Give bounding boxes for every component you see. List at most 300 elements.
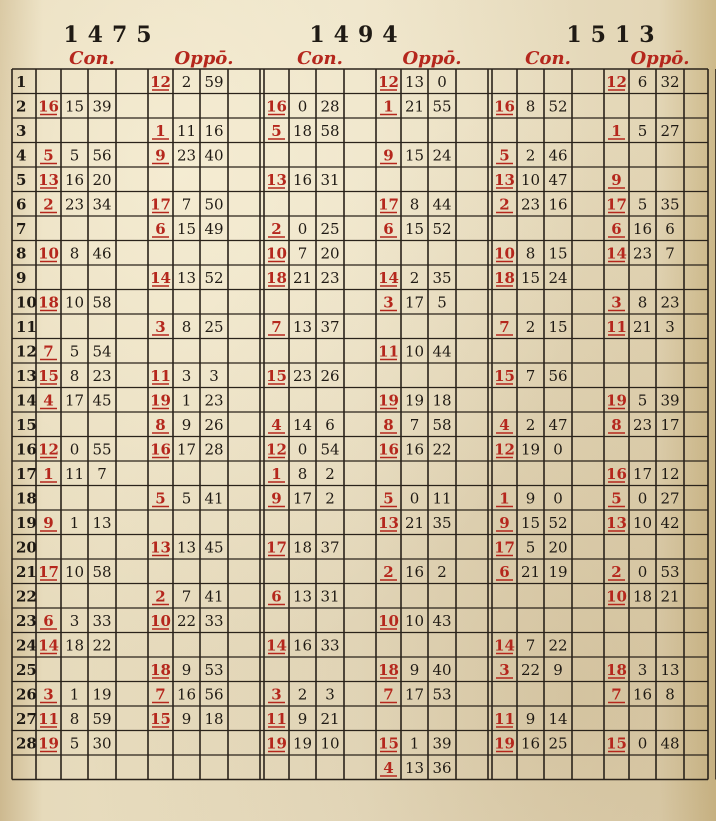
minute-value: 58 — [432, 416, 452, 434]
golden-number: 17 — [38, 563, 59, 581]
day-number: 11 — [16, 318, 37, 336]
year-heading: 1494 — [309, 22, 407, 48]
golden-number: 2 — [499, 195, 510, 214]
minute-value: 20 — [92, 171, 112, 189]
year-heading: 1513 — [566, 22, 664, 48]
hour-value: 16 — [404, 440, 425, 459]
day-number: 27 — [16, 710, 37, 728]
golden-number: 15 — [150, 710, 171, 728]
minute-value: 2 — [325, 465, 335, 483]
golden-number: 18 — [606, 661, 627, 679]
hour-value: 17 — [404, 685, 425, 704]
golden-number: 15 — [494, 367, 515, 385]
minute-value: 47 — [548, 416, 568, 434]
hour-value: 15 — [404, 146, 425, 165]
golden-number: 3 — [611, 293, 622, 312]
golden-number: 19 — [266, 734, 287, 753]
golden-number: 17 — [266, 538, 287, 557]
golden-number: 5 — [155, 489, 166, 508]
golden-number: 1 — [271, 465, 282, 483]
golden-number: 13 — [38, 171, 59, 189]
minute-value: 7 — [665, 244, 675, 263]
hour-value: 0 — [637, 489, 648, 508]
year-heading: 1475 — [63, 22, 161, 48]
day-number: 12 — [16, 342, 37, 361]
golden-number: 13 — [266, 171, 287, 189]
minute-value: 59 — [204, 73, 224, 91]
minute-value: 39 — [660, 391, 680, 410]
hour-value: 3 — [181, 367, 192, 385]
golden-number: 15 — [38, 367, 59, 385]
hour-value: 23 — [632, 244, 653, 263]
golden-number: 8 — [383, 416, 394, 434]
minute-value: 42 — [660, 514, 680, 532]
hour-value: 2 — [409, 269, 420, 287]
golden-number: 11 — [38, 710, 59, 728]
minute-value: 40 — [204, 146, 224, 165]
minute-value: 55 — [92, 440, 112, 459]
golden-number: 8 — [611, 416, 622, 434]
hour-value: 5 — [69, 146, 80, 165]
day-number: 20 — [16, 538, 37, 557]
minute-value: 26 — [320, 367, 340, 385]
day-number: 22 — [16, 587, 37, 606]
hour-value: 21 — [632, 318, 653, 336]
hour-value: 5 — [637, 391, 648, 410]
minute-value: 33 — [204, 612, 224, 630]
minute-value: 54 — [320, 440, 340, 459]
conjunction-label: Con. — [69, 48, 115, 69]
golden-number: 19 — [494, 734, 515, 753]
minute-value: 23 — [92, 367, 112, 385]
golden-number: 6 — [271, 587, 282, 606]
hour-value: 1 — [181, 391, 192, 410]
golden-number: 7 — [155, 685, 166, 704]
minute-value: 18 — [204, 710, 224, 728]
minute-value: 25 — [320, 220, 340, 238]
hour-value: 0 — [297, 97, 308, 116]
golden-number: 8 — [155, 416, 166, 434]
minute-value: 23 — [320, 269, 340, 287]
hour-value: 9 — [297, 710, 308, 728]
golden-number: 6 — [155, 220, 166, 238]
minute-value: 55 — [432, 97, 452, 116]
hour-value: 17 — [404, 293, 425, 312]
minute-value: 16 — [204, 122, 224, 140]
minute-value: 31 — [320, 587, 340, 606]
hour-value: 13 — [292, 587, 313, 606]
hour-value: 19 — [404, 391, 425, 410]
minute-value: 37 — [320, 538, 340, 557]
hour-value: 16 — [632, 685, 653, 704]
minute-value: 24 — [432, 146, 452, 165]
golden-number: 4 — [499, 416, 510, 434]
golden-number: 9 — [383, 146, 394, 165]
hour-value: 21 — [404, 97, 425, 116]
hour-value: 16 — [292, 636, 313, 655]
minute-value: 50 — [204, 195, 224, 214]
hour-value: 23 — [176, 146, 197, 165]
hour-value: 7 — [409, 416, 420, 434]
golden-number: 9 — [43, 514, 54, 532]
hour-value: 9 — [181, 416, 192, 434]
golden-number: 12 — [266, 440, 287, 459]
hour-value: 18 — [292, 538, 313, 557]
hour-value: 16 — [520, 734, 541, 753]
minute-value: 37 — [320, 318, 340, 336]
golden-number: 19 — [38, 734, 59, 753]
hour-value: 5 — [181, 489, 192, 508]
conjunction-label: Con. — [297, 48, 343, 69]
golden-number: 4 — [383, 759, 394, 777]
day-number: 8 — [16, 244, 27, 263]
hour-value: 1 — [69, 514, 80, 532]
day-number: 7 — [16, 220, 27, 238]
minute-value: 41 — [204, 489, 224, 508]
minute-value: 6 — [665, 220, 675, 238]
golden-number: 13 — [494, 171, 515, 189]
golden-number: 14 — [606, 244, 627, 263]
minute-value: 45 — [204, 538, 224, 557]
golden-number: 5 — [611, 489, 622, 508]
golden-number: 2 — [271, 220, 282, 238]
hour-value: 23 — [292, 367, 313, 385]
golden-number: 7 — [271, 318, 282, 336]
hour-value: 9 — [525, 489, 536, 508]
minute-value: 53 — [204, 661, 224, 679]
hour-value: 8 — [637, 293, 648, 312]
golden-number: 2 — [43, 195, 54, 214]
golden-number: 15 — [266, 367, 287, 385]
minute-value: 19 — [92, 685, 112, 704]
hour-value: 21 — [404, 514, 425, 532]
minute-value: 2 — [437, 563, 447, 581]
minute-value: 52 — [548, 514, 568, 532]
golden-number: 1 — [43, 465, 54, 483]
hour-value: 13 — [404, 759, 425, 777]
hour-value: 21 — [292, 269, 313, 287]
minute-value: 28 — [204, 440, 224, 459]
golden-number: 16 — [378, 440, 399, 459]
hour-value: 8 — [525, 97, 536, 116]
minute-value: 2 — [325, 489, 335, 508]
minute-value: 3 — [665, 318, 675, 336]
hour-value: 10 — [64, 563, 85, 581]
golden-number: 16 — [494, 97, 515, 116]
minute-value: 43 — [432, 612, 452, 630]
minute-value: 52 — [204, 269, 224, 287]
golden-number: 14 — [266, 636, 287, 655]
minute-value: 23 — [204, 391, 224, 410]
minute-value: 58 — [92, 293, 112, 312]
golden-number: 1 — [155, 122, 166, 140]
hour-value: 7 — [525, 367, 536, 385]
hour-value: 13 — [404, 73, 425, 91]
minute-value: 36 — [432, 759, 452, 777]
hour-value: 13 — [176, 269, 197, 287]
golden-number: 1 — [611, 122, 622, 140]
golden-number: 7 — [499, 318, 510, 336]
golden-number: 17 — [150, 195, 171, 214]
opposition-label: Oppō. — [630, 48, 690, 69]
golden-number: 16 — [38, 97, 59, 116]
minute-value: 0 — [553, 440, 563, 459]
hour-value: 23 — [632, 416, 653, 434]
golden-number: 10 — [494, 244, 515, 263]
hour-value: 5 — [69, 734, 80, 753]
hour-value: 15 — [520, 269, 541, 287]
hour-value: 2 — [525, 146, 536, 165]
minute-value: 12 — [660, 465, 680, 483]
hour-value: 15 — [176, 220, 197, 238]
hour-value: 7 — [181, 195, 192, 214]
minute-value: 59 — [92, 710, 112, 728]
hour-value: 10 — [404, 342, 425, 361]
day-number: 6 — [16, 195, 27, 214]
minute-value: 22 — [548, 636, 568, 655]
minute-value: 6 — [325, 416, 335, 434]
golden-number: 11 — [606, 318, 627, 336]
golden-number: 4 — [43, 391, 54, 410]
golden-number: 7 — [611, 685, 622, 704]
golden-number: 15 — [606, 734, 627, 753]
minute-value: 27 — [660, 489, 680, 508]
day-number: 18 — [16, 489, 37, 508]
golden-number: 14 — [38, 636, 59, 655]
golden-number: 15 — [378, 734, 399, 753]
day-number: 10 — [16, 293, 37, 312]
hour-value: 16 — [632, 220, 653, 238]
minute-value: 39 — [432, 734, 452, 753]
hour-value: 11 — [64, 465, 85, 483]
minute-value: 5 — [437, 293, 447, 312]
golden-number: 6 — [611, 220, 622, 238]
golden-number: 5 — [271, 122, 282, 140]
hour-value: 8 — [69, 367, 80, 385]
minute-value: 56 — [204, 685, 224, 704]
minute-value: 11 — [432, 489, 452, 508]
hour-value: 22 — [176, 612, 197, 630]
hour-value: 1 — [409, 734, 420, 753]
golden-number: 12 — [38, 440, 59, 459]
minute-value: 20 — [548, 538, 568, 557]
golden-number: 4 — [271, 416, 282, 434]
hour-value: 6 — [637, 73, 648, 91]
minute-value: 25 — [548, 734, 568, 753]
hour-value: 0 — [297, 220, 308, 238]
hour-value: 18 — [292, 122, 313, 140]
hour-value: 16 — [176, 685, 197, 704]
minute-value: 24 — [548, 269, 568, 287]
golden-number: 18 — [150, 661, 171, 679]
hour-value: 1 — [69, 685, 80, 704]
minute-value: 0 — [437, 73, 447, 91]
golden-number: 14 — [378, 269, 399, 287]
minute-value: 35 — [660, 195, 680, 214]
golden-number: 18 — [494, 269, 515, 287]
minute-value: 33 — [92, 612, 112, 630]
golden-number: 17 — [606, 195, 627, 214]
golden-number: 6 — [499, 563, 510, 581]
hour-value: 9 — [409, 661, 420, 679]
hour-value: 18 — [632, 587, 653, 606]
hour-value: 0 — [409, 489, 420, 508]
minute-value: 19 — [548, 563, 568, 581]
minute-value: 18 — [432, 391, 452, 410]
golden-number: 18 — [378, 661, 399, 679]
hour-value: 19 — [520, 440, 541, 459]
minute-value: 15 — [548, 244, 568, 263]
conjunction-label: Con. — [525, 48, 571, 69]
golden-number: 12 — [494, 440, 515, 459]
minute-value: 39 — [92, 97, 112, 116]
minute-value: 35 — [432, 514, 452, 532]
hour-value: 16 — [64, 171, 85, 189]
minute-value: 32 — [660, 73, 680, 91]
minute-value: 56 — [548, 367, 568, 385]
minute-value: 26 — [204, 416, 224, 434]
opposition-label: Oppō. — [402, 48, 462, 69]
minute-value: 40 — [432, 661, 452, 679]
hour-value: 17 — [292, 489, 313, 508]
hour-value: 9 — [181, 661, 192, 679]
day-number: 4 — [16, 146, 27, 165]
golden-number: 9 — [271, 489, 282, 508]
golden-number: 19 — [606, 391, 627, 410]
hour-value: 0 — [637, 734, 648, 753]
minute-value: 31 — [320, 171, 340, 189]
hour-value: 5 — [637, 122, 648, 140]
minute-value: 22 — [92, 636, 112, 655]
day-number: 26 — [16, 685, 37, 704]
minute-value: 20 — [320, 244, 340, 263]
day-number: 9 — [16, 269, 27, 287]
minute-value: 44 — [432, 342, 452, 361]
golden-number: 9 — [611, 171, 622, 189]
minute-value: 53 — [660, 563, 680, 581]
day-number: 15 — [16, 416, 37, 434]
hour-value: 5 — [69, 342, 80, 361]
hour-value: 8 — [297, 465, 308, 483]
minute-value: 52 — [432, 220, 452, 238]
minute-value: 56 — [92, 146, 112, 165]
hour-value: 9 — [181, 710, 192, 728]
day-number: 13 — [16, 367, 37, 385]
hour-value: 10 — [632, 514, 653, 532]
golden-number: 18 — [38, 293, 59, 312]
minute-value: 27 — [660, 122, 680, 140]
day-number: 1 — [16, 73, 27, 91]
minute-value: 54 — [92, 342, 112, 361]
golden-number: 17 — [494, 538, 515, 557]
hour-value: 9 — [525, 710, 536, 728]
minute-value: 17 — [660, 416, 680, 434]
minute-value: 30 — [92, 734, 112, 753]
minute-value: 48 — [660, 734, 680, 753]
minute-value: 10 — [320, 734, 340, 753]
golden-number: 5 — [499, 146, 510, 165]
minute-value: 23 — [660, 293, 680, 312]
hour-value: 16 — [292, 171, 313, 189]
minute-value: 58 — [320, 122, 340, 140]
hour-value: 13 — [176, 538, 197, 557]
minute-value: 14 — [548, 710, 568, 728]
minute-value: 9 — [553, 661, 563, 679]
golden-number: 10 — [606, 587, 627, 606]
minute-value: 21 — [320, 710, 340, 728]
day-number: 5 — [16, 171, 27, 189]
golden-number: 3 — [271, 685, 282, 704]
hour-value: 22 — [520, 661, 541, 679]
minute-value: 44 — [432, 195, 452, 214]
golden-number: 10 — [38, 244, 59, 263]
minute-value: 8 — [665, 685, 675, 704]
day-number: 17 — [16, 465, 37, 483]
minute-value: 46 — [548, 146, 568, 165]
golden-number: 7 — [383, 685, 394, 704]
hour-value: 0 — [297, 440, 308, 459]
golden-number: 2 — [611, 563, 622, 581]
golden-number: 11 — [150, 367, 171, 385]
minute-value: 3 — [325, 685, 335, 704]
day-number: 3 — [16, 122, 27, 140]
hour-value: 2 — [525, 318, 536, 336]
minute-value: 58 — [92, 563, 112, 581]
golden-number: 5 — [383, 489, 394, 508]
hour-value: 7 — [525, 636, 536, 655]
golden-number: 2 — [383, 563, 394, 581]
golden-number: 2 — [155, 587, 166, 606]
hour-value: 15 — [64, 97, 85, 116]
hour-value: 7 — [181, 587, 192, 606]
minute-value: 49 — [204, 220, 224, 238]
hour-value: 3 — [637, 661, 648, 679]
hour-value: 3 — [69, 612, 80, 630]
day-number: 24 — [16, 636, 37, 655]
golden-number: 19 — [150, 391, 171, 410]
minute-value: 16 — [548, 195, 568, 214]
hour-value: 23 — [520, 195, 541, 214]
hour-value: 8 — [181, 318, 192, 336]
minute-value: 25 — [204, 318, 224, 336]
day-number: 25 — [16, 661, 37, 679]
golden-number: 3 — [499, 661, 510, 679]
hour-value: 16 — [404, 563, 425, 581]
golden-number: 9 — [499, 514, 510, 532]
minute-value: 22 — [432, 440, 452, 459]
hour-value: 15 — [520, 514, 541, 532]
golden-number: 5 — [43, 146, 54, 165]
golden-number: 16 — [150, 440, 171, 459]
golden-number: 16 — [266, 97, 287, 116]
hour-value: 0 — [637, 563, 648, 581]
golden-number: 12 — [150, 73, 171, 91]
minute-value: 28 — [320, 97, 340, 116]
hour-value: 19 — [292, 734, 313, 753]
hour-value: 2 — [181, 73, 192, 91]
golden-number: 1 — [499, 489, 510, 508]
day-number: 14 — [16, 391, 37, 410]
golden-number: 13 — [150, 538, 171, 557]
golden-number: 10 — [378, 612, 399, 630]
hour-value: 11 — [176, 122, 197, 140]
day-number: 19 — [16, 514, 37, 532]
day-number: 2 — [16, 97, 27, 116]
hour-value: 8 — [69, 244, 80, 263]
golden-number: 6 — [43, 612, 54, 630]
golden-number: 3 — [43, 685, 54, 704]
minute-value: 13 — [92, 514, 112, 532]
